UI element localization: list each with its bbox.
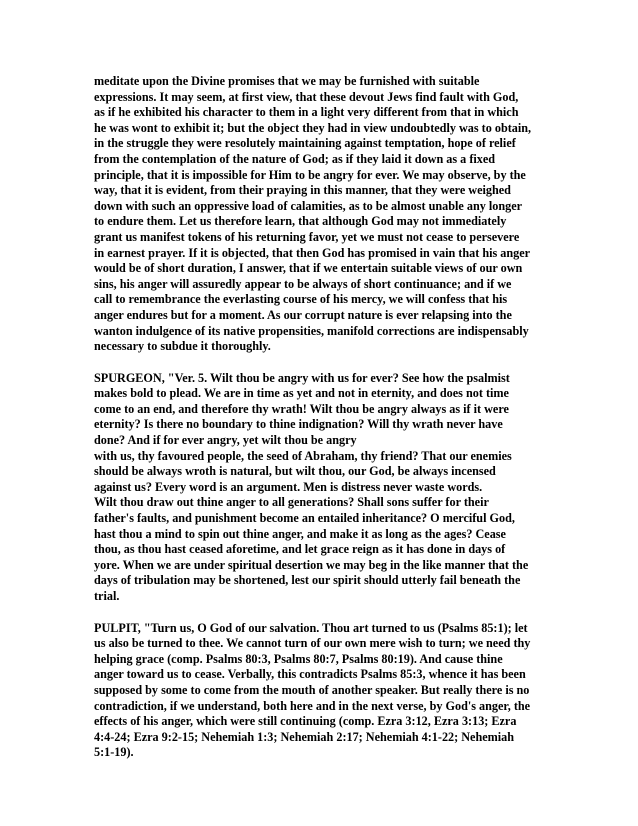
text-line: should be always wroth is natural, but wilt thou, our God, be always incensed xyxy=(94,464,496,479)
text-line: against us? Every word is an argument. Men is distress never waste words. xyxy=(94,479,483,494)
text-line: done? And if for ever angry, yet wilt thou be angry xyxy=(94,433,357,448)
text-line: wanton indulgence of its native propensities, manifold corrections are indispensably xyxy=(94,323,529,338)
text-line: Wilt thou draw out thine anger to all generations? Shall sons suffer for their xyxy=(94,495,489,510)
text-line: way, that it is evident, from their praying in this manner, that they were weighed xyxy=(94,183,511,198)
text-line: as if he exhibited his character to them in a light very different from that in which xyxy=(94,105,519,120)
text-line: in earnest prayer. If it is objected, that then God has promised in vain that his anger xyxy=(94,245,531,260)
text-line: SPURGEON, "Ver. 5. Wilt thou be angry with us for ever? See how the psalmist xyxy=(94,370,510,385)
text-line: he was wont to exhibit it; but the object they had in view undoubtedly was to obtain, xyxy=(94,120,532,135)
text-line: trial. xyxy=(94,589,120,603)
text-line: necessary to subdue it thoroughly. xyxy=(94,339,271,354)
text-line: 4:4-24; Ezra 9:2-15; Nehemiah 1:3; Nehemiah 2:17; Nehemiah 4:1-22; Nehemiah xyxy=(94,729,515,744)
text-line: with us, thy favoured people, the seed of Abraham, thy friend? That our enemies xyxy=(94,448,512,463)
text-line: sins, his anger will assuredly appear to be always of short continuance; and if we xyxy=(94,276,512,291)
calvin-commentary-paragraph xyxy=(94,74,554,355)
text-line: makes bold to plead. We are in time as yet and not in eternity, and does not time xyxy=(94,386,509,401)
text-line: PULPIT, "Turn us, O God of our salvation. Thou art turned to us (Psalms 85:1); let xyxy=(94,620,528,635)
text-line: eternity? Is there no boundary to thine indignation? Will thy wrath never have xyxy=(94,417,503,432)
text-line: would be of short duration, I answer, that if we entertain suitable views of our own xyxy=(94,261,523,276)
text-line: us also be turned to thee. We cannot turn of our own mere wish to turn; we need thy xyxy=(94,636,531,651)
text-line: helping grace (comp. Psalms 80:3, Psalms 80:7, Psalms 80:19). And cause thine xyxy=(94,651,503,666)
document-body xyxy=(94,74,554,777)
text-line: down with such an oppressive load of calamities, as to be almost unable any longer xyxy=(94,198,523,213)
text-line: thou, as thou hast ceased aforetime, and let grace reign as it has done in days of xyxy=(94,542,506,557)
text-line: to endure them. Let us therefore learn, that although God may not immediately xyxy=(94,214,507,229)
text-line: supposed by some to come from the mouth of another speaker. But really there is no xyxy=(94,682,530,697)
spurgeon-commentary-paragraph xyxy=(94,371,554,605)
text-line: in the struggle they were resolutely maintaining against temptation, hope of relief xyxy=(94,136,516,151)
text-line: 5:1-19). xyxy=(94,745,134,760)
text-line: come to an end, and therefore thy wrath! Wilt thou be angry always as if it were xyxy=(94,401,509,416)
text-line: call to remembrance the everlasting course of his mercy, we will confess that his xyxy=(94,292,508,307)
pulpit-commentary-paragraph xyxy=(94,621,554,761)
text-line: expressions. It may seem, at first view, that these devout Jews find fault with God, xyxy=(94,89,519,104)
text-line: father's faults, and punishment become an entailed inheritance? O merciful God, xyxy=(94,511,515,526)
text-line: days of tribulation may be shortened, lest our spirit should utterly fail beneath the xyxy=(94,573,521,588)
text-line: contradiction, if we understand, both here and in the next verse, by God's anger, the xyxy=(94,698,531,713)
text-line: hast thou a mind to spin out thine anger, and make it as long as the ages? Cease xyxy=(94,526,506,541)
text-line: anger toward us to cease. Verbally, this contradicts Psalms 85:3, whence it has been xyxy=(94,667,526,682)
text-line: grant us manifest tokens of his returning favor, yet we must not cease to persevere xyxy=(94,229,520,244)
text-line: effects of his anger, which were still continuing (comp. Ezra 3:12, Ezra 3:13; Ezra xyxy=(94,714,517,729)
text-line: anger endures but for a moment. As our corrupt nature is ever relapsing into the xyxy=(94,307,512,322)
text-line: meditate upon the Divine promises that we may be furnished with suitable xyxy=(94,74,480,88)
text-line: yore. When we are under spiritual desertion we may beg in the like manner that the xyxy=(94,557,529,572)
text-line: from the contemplation of the nature of God; as if they laid it down as a fixed xyxy=(94,151,496,166)
text-line: principle, that it is impossible for Him to be angry for ever. We may observe, by the xyxy=(94,167,526,182)
